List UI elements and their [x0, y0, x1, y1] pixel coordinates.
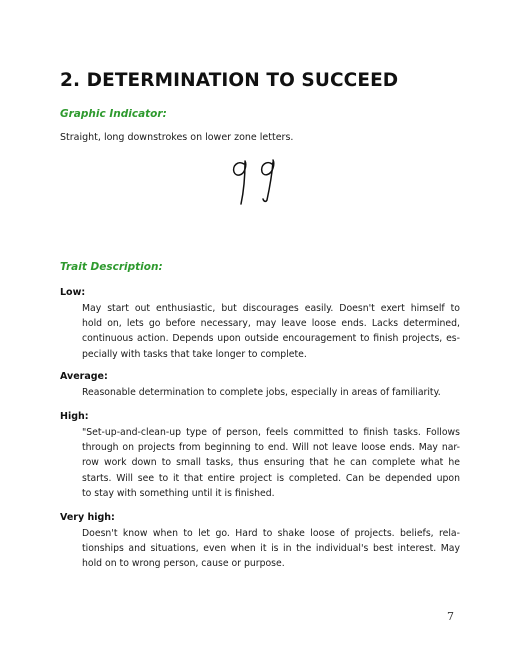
page-title: 2. DETERMINATION TO SUCCEED — [60, 70, 399, 91]
level-label: Low: — [60, 287, 86, 298]
text-line: Doesn't know when to let go. Hard to shake loose of projects. beliefs, rela- — [82, 528, 460, 539]
text-line: pecially with tasks that take longer to complete. — [82, 348, 307, 360]
level-label: Average: — [60, 371, 108, 382]
text-line: continuous action. Depends upon outside encouragement to finish projects, es- — [82, 333, 460, 345]
text-line: May start out enthusiastic, but discourages easily. Doesn't exert himself to — [82, 303, 460, 314]
trait-level-high — [60, 410, 460, 501]
text-line: hold on to wrong person, cause or purpose. — [82, 558, 285, 570]
text-line: "Set-up-and-clean-up type of person, feels committed to finish tasks. Follows — [82, 427, 460, 438]
graphic-indicator-text: Straight, long downstrokes on lower zone letters. — [60, 132, 294, 143]
page-number: 7 — [447, 610, 454, 623]
level-label: High: — [60, 411, 89, 422]
handwriting-sample-image — [228, 150, 288, 212]
text-line: tionships and situations, even when it is in the individual's best interest. May — [82, 543, 460, 555]
level-description — [82, 526, 460, 572]
text-line: through on projects from beginning to end. Will not leave loose ends. May nar- — [82, 442, 460, 454]
graphic-indicator-heading: Graphic Indicator: — [60, 108, 167, 120]
trait-level-average — [60, 370, 460, 400]
text-line: starts. Will see to it that entire project is completed. Can be depended upon — [82, 472, 460, 484]
level-description — [82, 385, 460, 400]
trait-level-very-high — [60, 511, 460, 572]
text-line: row work down to small tasks, thus ensuring that he can complete what he — [82, 457, 460, 469]
trait-description-heading: Trait Description: — [60, 261, 163, 273]
text-line: to stay with something until it is finished. — [82, 487, 275, 499]
text-line: hold on, lets go before necessary, may leave loose ends. Lacks determined, — [82, 318, 460, 330]
level-label: Very high: — [60, 512, 115, 523]
level-description — [82, 425, 460, 501]
text-line: Reasonable determination to complete jobs, especially in areas of familiarity. — [82, 387, 441, 398]
level-description — [82, 301, 460, 362]
trait-level-low — [60, 286, 460, 362]
